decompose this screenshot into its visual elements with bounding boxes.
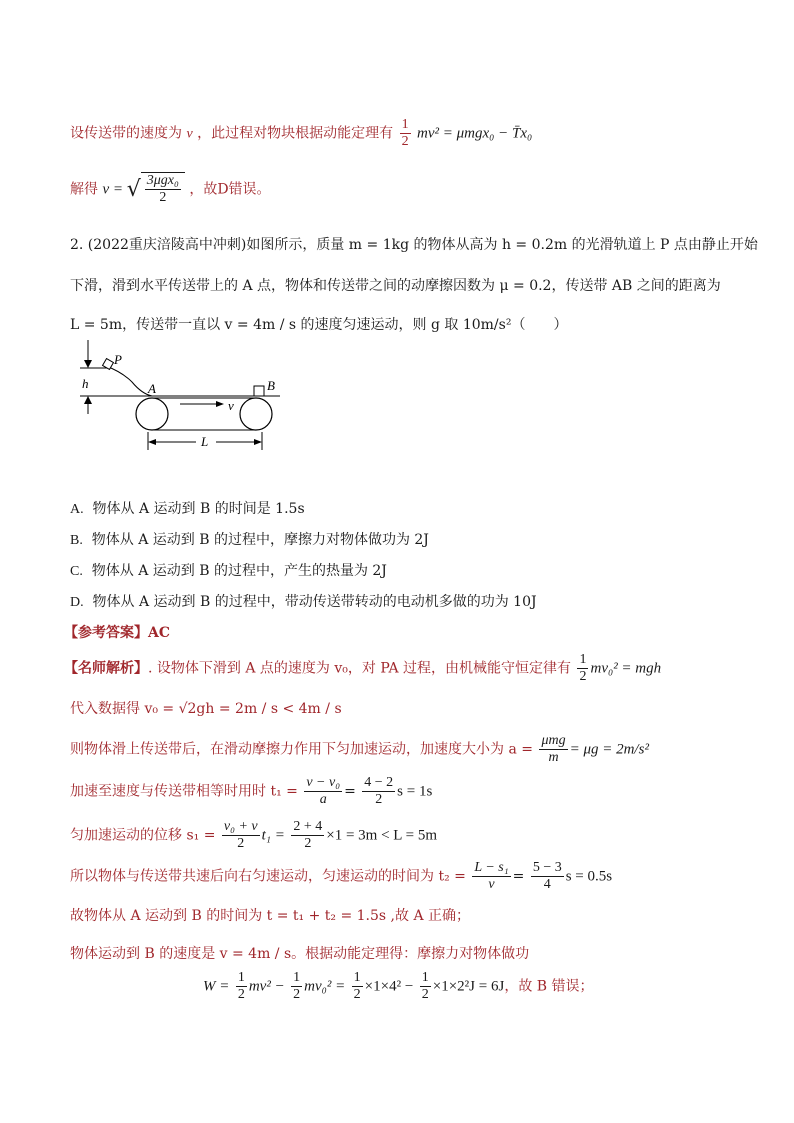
fraction [420,970,431,1003]
option-letter: B. [70,533,83,548]
label-l: L [201,434,209,449]
fraction [531,860,564,893]
answer-label: 【参考答案】AC [64,625,171,641]
analysis-line-9 [203,970,594,1003]
analysis-line-4 [70,775,432,808]
analysis-line-3 [70,733,649,766]
fraction [362,775,395,808]
den: v [488,877,495,892]
num: 3μgx₀ [146,173,179,188]
fraction [577,652,588,685]
fraction [304,775,342,808]
num: μmg [541,733,566,748]
den: 2 [421,987,429,1002]
text: ，此过程对物块根据动能定理有 [197,125,394,142]
option-text: 物体从 A 运动到 B 的过程中，产生的热量为 2J [91,563,387,579]
h-arrow-top-head [84,360,92,368]
den: 2 [237,987,245,1002]
text: 所以物体与传送带共速后向右匀速运动，匀速运动的时间为 t₂ = [70,868,466,885]
text: . 设物体下滑到 A 点的速度为 v₀，对 PA 过程，由机械能守恒定律有 [148,660,572,677]
den: 2 [375,792,383,807]
fraction [539,733,567,766]
question-line-1: 2. (2022重庆涪陵高中冲刺)如图所示，质量 m = 1kg 的物体从高为 h = 0.2m 的光滑轨道上 P 点由静止开始 [70,237,758,253]
fraction [472,860,510,893]
option-a [70,498,305,518]
equation: mv² = μmgx₀ − T̄x₀ [417,125,533,142]
label-h: h [82,376,89,391]
equation-part: mv₀² = [304,978,346,995]
option-letter: C. [70,564,83,579]
equation: mv₀² = mgh [590,660,662,677]
text: 匀加速运动的位移 s₁ = [70,827,216,844]
den: 2 [293,987,301,1002]
velocity-arrow-head [216,401,224,407]
num: 4 − 2 [364,775,394,790]
den: 2 [579,669,587,684]
num: 1 [401,117,409,132]
option-text: 物体从 A 运动到 B 的过程中，带动传送带转动的电动机多做的功为 10J [92,594,537,610]
block-b [254,386,264,396]
fraction [352,970,363,1003]
equation: s = 0.5s [565,868,613,885]
conveyor-figure [70,338,290,453]
equation-part: W = [203,978,230,995]
num: 1 [353,970,361,985]
num: 5 − 3 [532,860,562,875]
den: m [548,750,559,765]
num: v₀ + v [223,819,258,834]
den: 2 [237,836,245,851]
h-arrow-bottom-head [84,396,92,404]
analysis-line-8: 物体运动到 B 的速度是 v = 4m / s。根据动能定理得：摩擦力对物体做功 [70,946,530,962]
num: 1 [579,652,587,667]
pulley-right [240,398,272,430]
equation-part: mv² − [248,978,285,995]
den: 4 [543,877,551,892]
den: 2 [401,134,409,149]
option-d [70,591,537,611]
fraction [236,970,247,1003]
equation: ×1 = 3m < L = 5m [326,827,438,844]
question-line-3: L = 5m，传送带一直以 v = 4m / s 的速度匀速运动，则 g 取 10m/s²（ ） [70,317,568,333]
equation-part: t₁ = [261,827,285,844]
sqrt-body [141,172,185,206]
fraction [291,970,302,1003]
text: 设传送带的速度为 [70,125,182,142]
analysis-line-5 [70,819,437,852]
l-arrow-right [254,439,262,445]
fraction [222,819,260,852]
label-p: P [114,352,122,367]
analysis-line-7: 故物体从 A 运动到 B 的时间为 t = t₁ + t₂ = 1.5s ,故 A 正确； [70,908,471,924]
text: ，故 B 错误； [504,978,594,995]
option-letter: D. [70,595,84,610]
analysis-line-1 [64,652,661,685]
option-b [70,529,429,549]
slide-track [106,366,152,396]
option-c [70,560,387,580]
num: 1 [293,970,301,985]
label-b: B [267,378,275,393]
num: 2 + 4 [293,819,323,834]
text: 加速至速度与传送带相等时用时 t₁ = [70,783,298,800]
derivation-line-1 [70,117,532,150]
var-v: v = [102,181,127,198]
text: 则物体滑上传送带后，在滑动摩擦力作用下匀加速运动，加速度大小为 a = [70,741,533,758]
num: 1 [237,970,245,985]
sqrt-symbol: √ [126,177,141,202]
num: 1 [421,970,429,985]
equation-part: ×1×2²J = 6J [432,978,505,995]
option-text: 物体从 A 运动到 B 的过程中，摩擦力对物体做功为 2J [91,532,429,548]
label-a: A [148,381,156,396]
text: ，故D错误。 [189,181,271,198]
equation-part: ×1×4² − [364,978,414,995]
option-text: 物体从 A 运动到 B 的时间是 1.5s [92,501,305,517]
eq-sign: = [344,783,356,800]
pulley-left [136,398,168,430]
fraction [400,117,411,150]
l-arrow-left [148,439,156,445]
den: 2 [304,836,312,851]
text: 解得 [70,181,98,198]
equation: s = 1s [397,783,433,800]
equation: = μg = 2m/s² [569,741,649,758]
den: 2 [353,987,361,1002]
eq-sign: = [512,868,525,885]
num: L − s₁ [474,860,509,875]
var-v: v [186,126,193,142]
analysis-line-6 [70,860,612,893]
fraction [291,819,324,852]
analysis-label: 【名师解析】 [64,660,148,677]
den: a [319,792,327,807]
derivation-line-2 [70,172,271,206]
label-v: v [228,398,234,413]
analysis-line-2: 代入数据得 v₀ = √2gh = 2m / s < 4m / s [70,701,342,717]
question-line-2: 下滑，滑到水平传送带上的 A 点，物体和传送带之间的动摩擦因数为 μ = 0.2，传送带 AB 之间的距离为 [70,278,721,294]
den: 2 [159,190,167,205]
num: v − v₀ [306,775,341,790]
option-letter: A. [70,502,84,517]
